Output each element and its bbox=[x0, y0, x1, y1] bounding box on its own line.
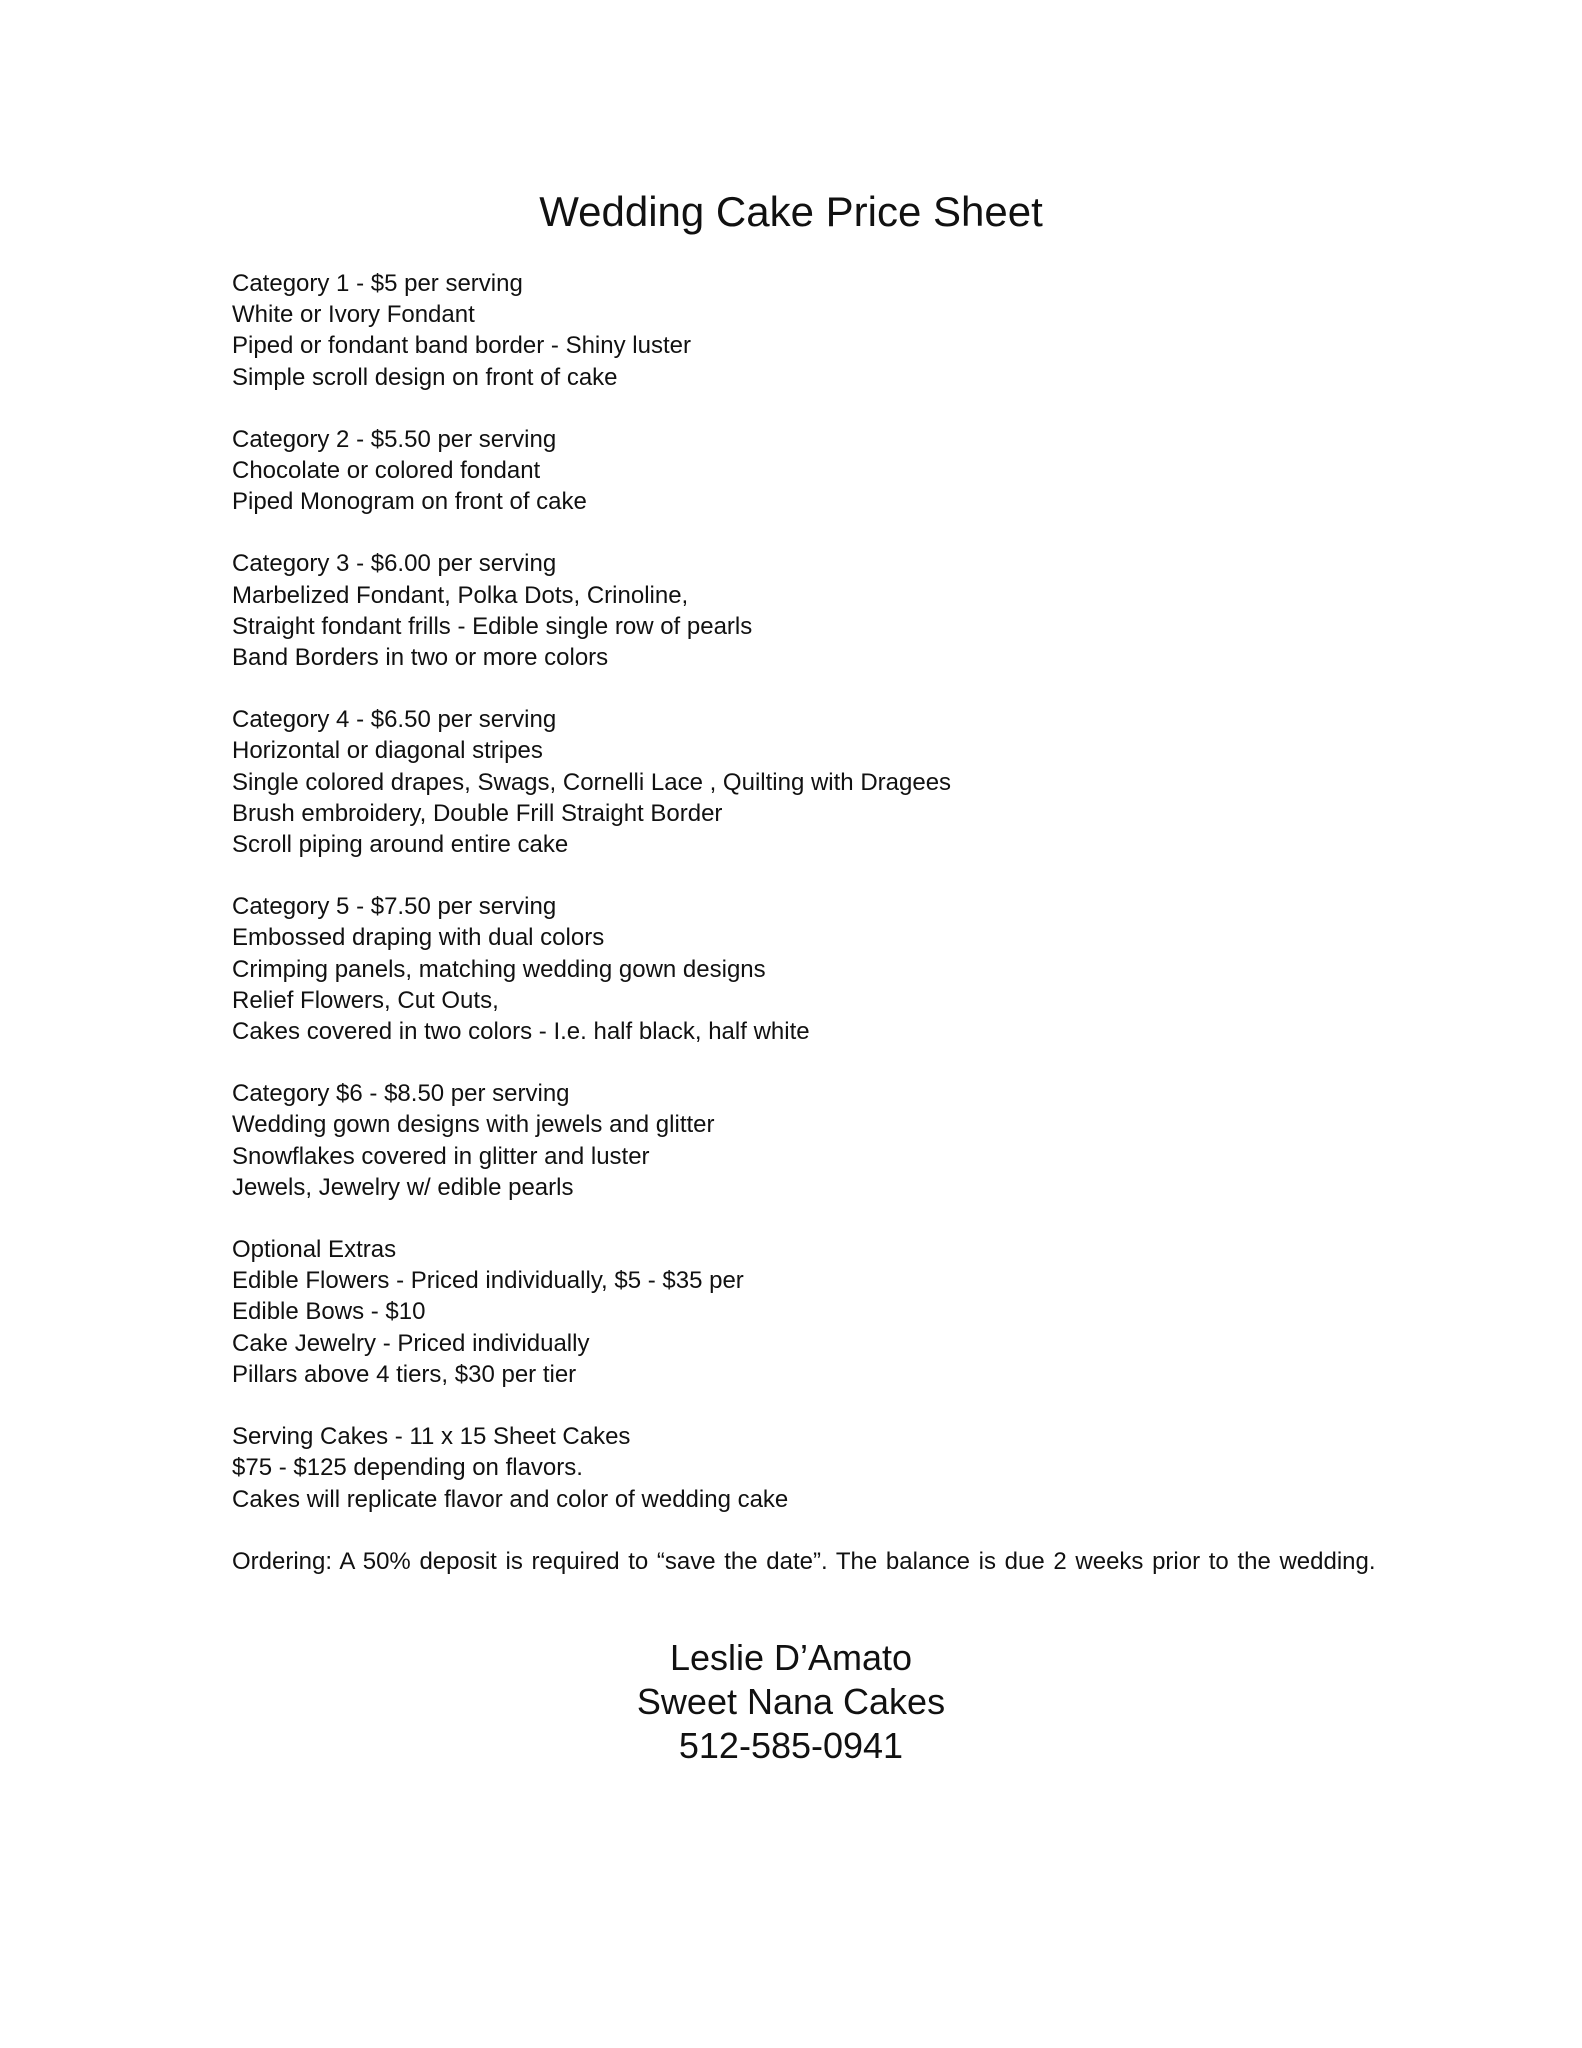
section-category-4 bbox=[232, 704, 1382, 860]
section-heading: Optional Extras bbox=[232, 1236, 397, 1264]
section-line: Embossed draping with dual colors bbox=[232, 924, 605, 952]
signature-block bbox=[0, 1636, 1582, 1768]
section-line: Snowflakes covered in glitter and luster bbox=[232, 1142, 650, 1170]
section-line: Edible Flowers - Priced individually, $5 - $35 per bbox=[232, 1267, 744, 1295]
section-category-3 bbox=[232, 548, 1382, 673]
section-serving-cakes bbox=[232, 1421, 1382, 1515]
section-category-2 bbox=[232, 424, 1382, 518]
section-line: Crimping panels, matching wedding gown designs bbox=[232, 955, 766, 983]
signature-phone: 512-585-0941 bbox=[678, 1725, 904, 1766]
section-line: Cake Jewelry - Priced individually bbox=[232, 1329, 590, 1357]
section-ordering bbox=[232, 1546, 1382, 1577]
section-line: $75 - $125 depending on flavors. bbox=[232, 1454, 583, 1482]
section-line: Simple scroll design on front of cake bbox=[232, 363, 618, 391]
section-line: Horizontal or diagonal stripes bbox=[232, 737, 543, 765]
section-heading: Category $6 - $8.50 per serving bbox=[232, 1080, 570, 1108]
section-line: White or Ivory Fondant bbox=[232, 301, 475, 329]
section-line: Scroll piping around entire cake bbox=[232, 831, 569, 859]
section-heading: Category 5 - $7.50 per serving bbox=[232, 893, 557, 921]
section-heading: Serving Cakes - 11 x 15 Sheet Cakes bbox=[232, 1423, 631, 1451]
section-line: Chocolate or colored fondant bbox=[232, 457, 541, 485]
section-line: Cakes covered in two colors - I.e. half black, half white bbox=[232, 1018, 810, 1046]
price-list bbox=[232, 268, 1382, 1608]
section-category-1 bbox=[232, 268, 1382, 393]
section-heading: Category 2 - $5.50 per serving bbox=[232, 425, 557, 453]
section-optional-extras bbox=[232, 1234, 1382, 1390]
section-line: Single colored drapes, Swags, Cornelli Lace , Quilting with Dragees bbox=[232, 768, 952, 796]
section-line: Marbelized Fondant, Polka Dots, Crinoline, bbox=[232, 581, 689, 609]
section-line: Edible Bows - $10 bbox=[232, 1298, 426, 1326]
section-heading: Category 3 - $6.00 per serving bbox=[232, 550, 557, 578]
section-line: Piped or fondant band border - Shiny luster bbox=[232, 332, 691, 360]
section-heading: Category 4 - $6.50 per serving bbox=[232, 706, 557, 734]
section-line: Pillars above 4 tiers, $30 per tier bbox=[232, 1360, 577, 1388]
section-line: Cakes will replicate flavor and color of wedding cake bbox=[232, 1485, 789, 1513]
ordering-terms: Ordering: A 50% deposit is required to “save the date”. The balance is due 2 weeks prior to the wedding. bbox=[232, 1547, 1376, 1575]
document-title: Wedding Cake Price Sheet bbox=[539, 188, 1043, 235]
section-line: Jewels, Jewelry w/ edible pearls bbox=[232, 1173, 574, 1201]
section-line: Wedding gown designs with jewels and glitter bbox=[232, 1111, 715, 1139]
section-line: Relief Flowers, Cut Outs, bbox=[232, 986, 499, 1014]
section-heading: Category 1 - $5 per serving bbox=[232, 270, 523, 297]
section-line: Brush embroidery, Double Frill Straight Border bbox=[232, 799, 723, 827]
section-line: Piped Monogram on front of cake bbox=[232, 488, 587, 516]
section-line: Band Borders in two or more colors bbox=[232, 644, 609, 672]
section-category-5 bbox=[232, 891, 1382, 1047]
section-category-6 bbox=[232, 1078, 1382, 1203]
section-line: Straight fondant frills - Edible single row of pearls bbox=[232, 612, 753, 640]
signature-name: Leslie D’Amato bbox=[669, 1637, 913, 1678]
signature-business: Sweet Nana Cakes bbox=[636, 1681, 946, 1722]
